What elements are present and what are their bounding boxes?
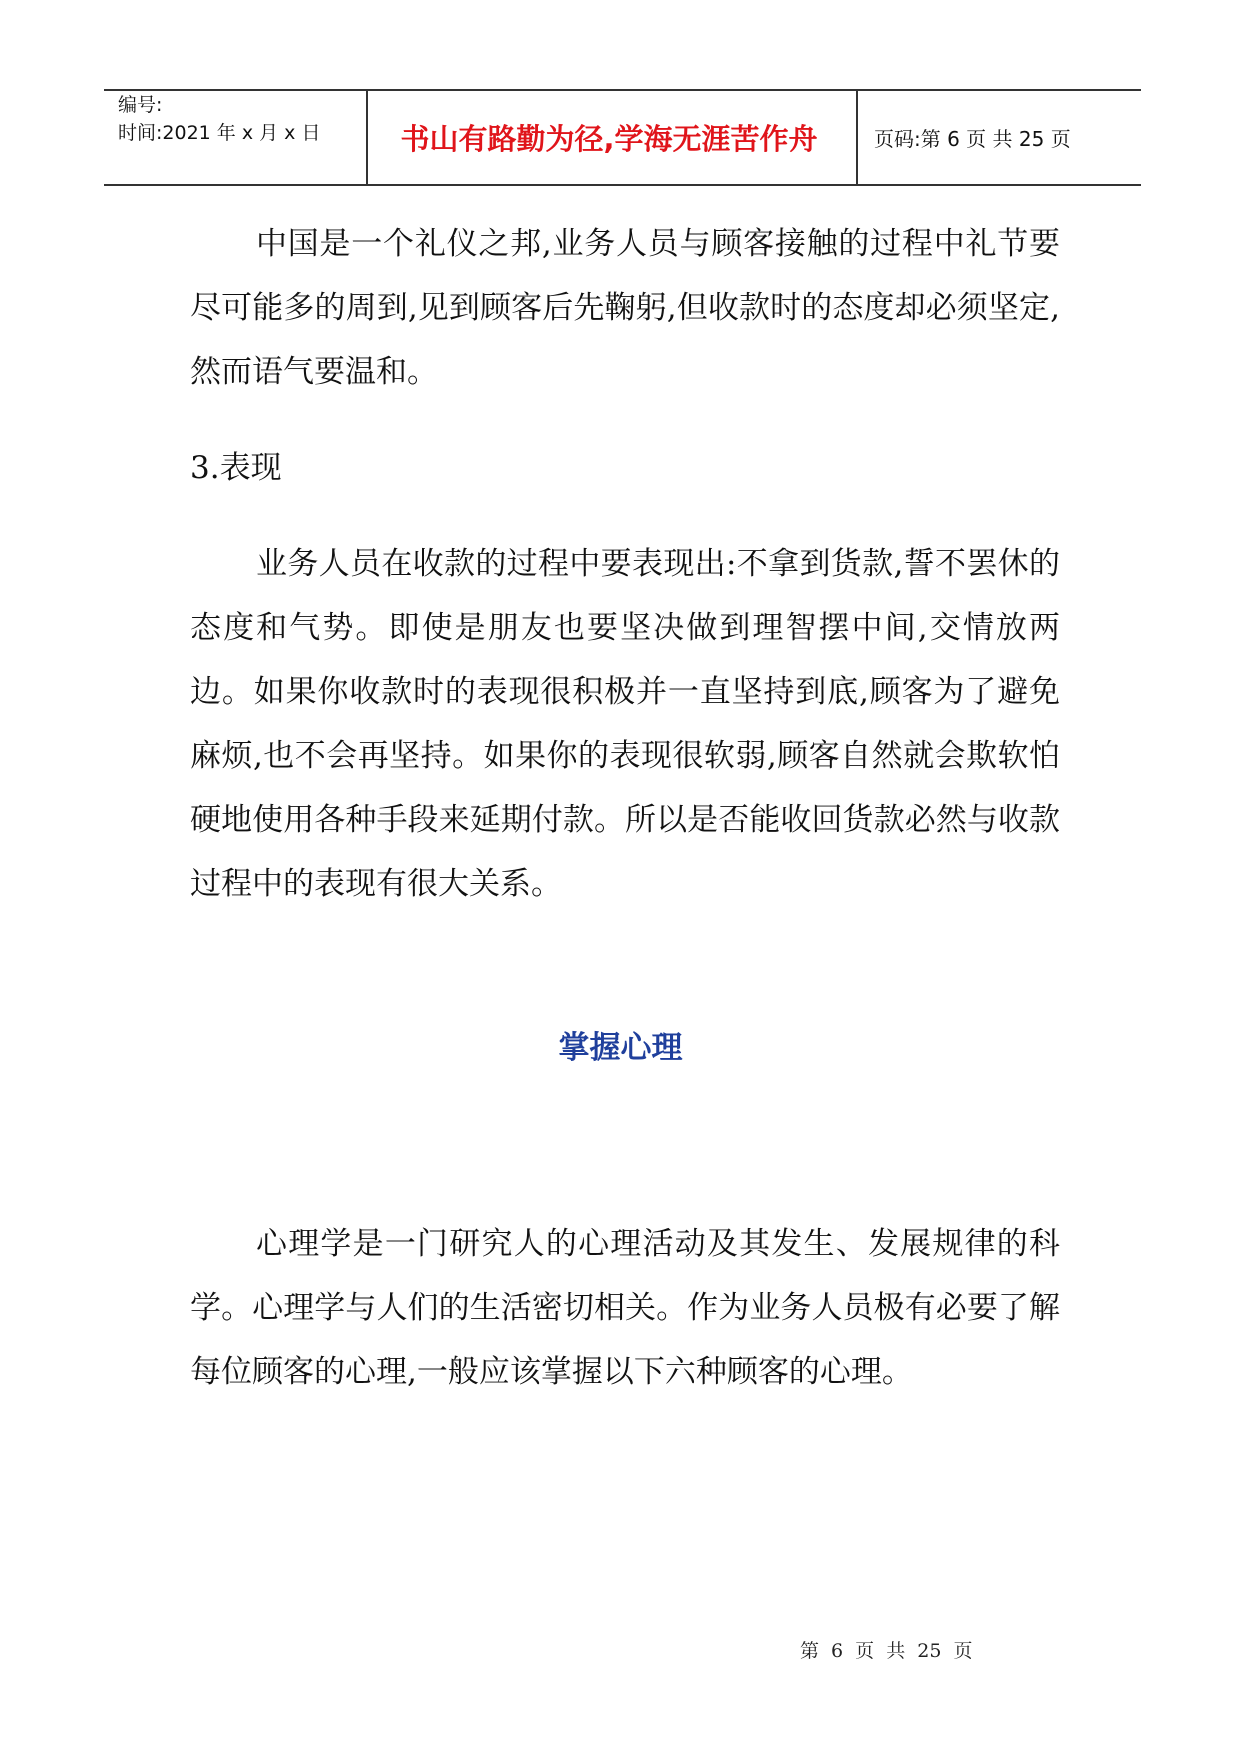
- header-number-label: 编号:: [118, 94, 163, 116]
- section-title-performance: 3.表现: [190, 450, 282, 486]
- paragraph-performance: 业务人员在收款的过程中要表现出:不拿到货款,誓不罢休的态度和气势。即使是朋友也要坚决做到理智摆中间,交情放两边。如果你收款时的表现很积极并一直坚持到底,顾客为了避免麻烦,也不会再坚持。如果你的表现很软弱,顾客自然就会欺软怕硬地使用各种手段来延期付款。所以是否能收回货款必然与收款过程中的表现有很大关系。: [190, 546, 1060, 902]
- header-meta: [118, 91, 320, 147]
- header-divider-right: [856, 91, 858, 184]
- page-footer: 第 6 页 共 25 页: [800, 1640, 973, 1662]
- header-motto: 书山有路勤为径,学海无涯苦作舟: [400, 122, 818, 156]
- section-heading-psychology: 掌握心理: [558, 1030, 683, 1066]
- header-page-info: 页码:第 6 页 共 25 页: [874, 127, 1071, 151]
- paragraph-etiquette: 中国是一个礼仪之邦,业务人员与顾客接触的过程中礼节要尽可能多的周到,见到顾客后先鞠躬,但收款时的态度却必须坚定,然而语气要温和。: [190, 226, 1060, 390]
- paragraph-psychology: 心理学是一门研究人的心理活动及其发生、发展规律的科学。心理学与人们的生活密切相关。作为业务人员极有必要了解每位顾客的心理,一般应该掌握以下六种顾客的心理。: [190, 1226, 1060, 1390]
- header-time-label: 时间:2021 年 x 月 x 日: [118, 122, 321, 144]
- header-divider-left: [366, 91, 368, 184]
- page-header: [104, 89, 1141, 186]
